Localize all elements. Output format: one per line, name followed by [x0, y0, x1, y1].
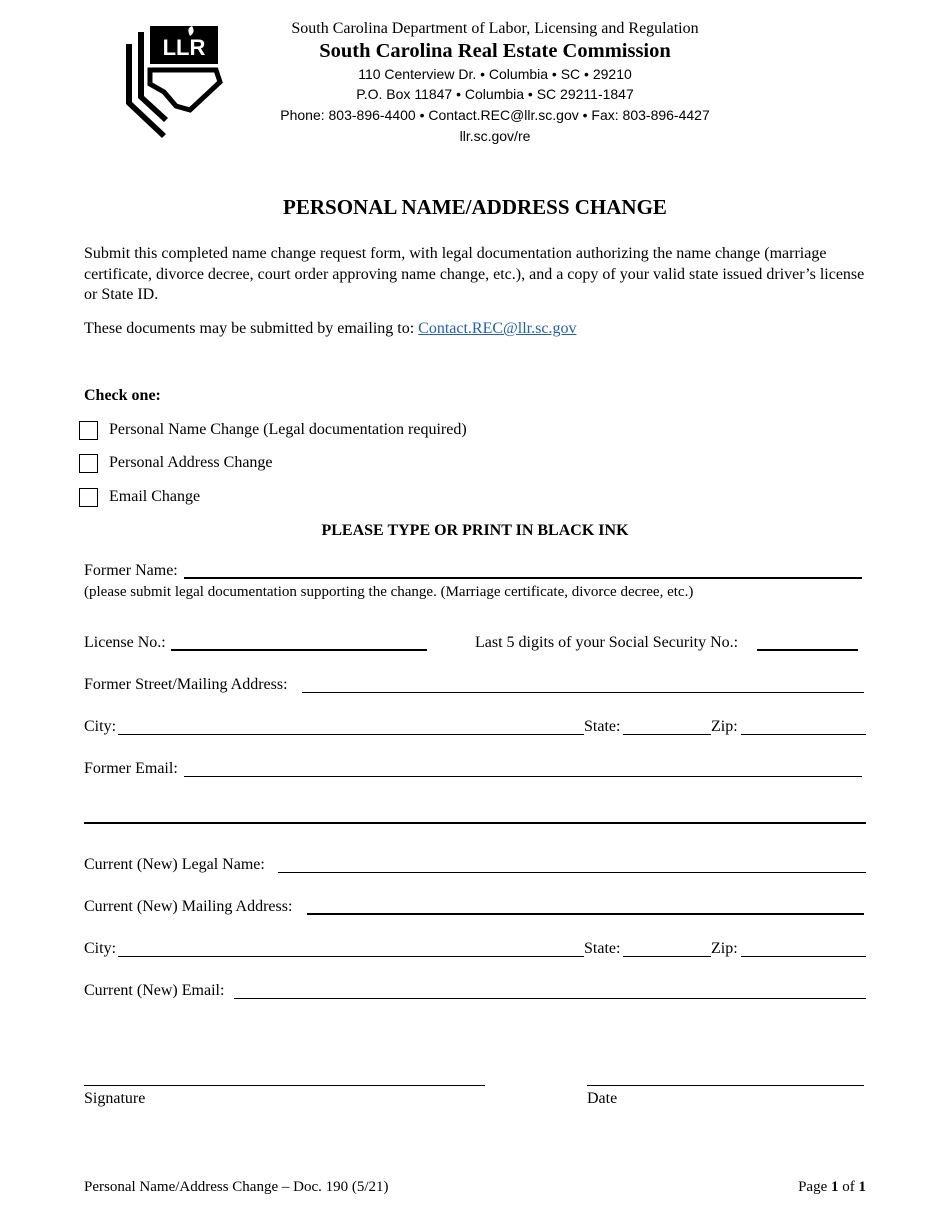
option-email-change: [79, 485, 200, 509]
option-name-change: [79, 418, 467, 442]
form-title: PERSONAL NAME/ADDRESS CHANGE: [283, 195, 667, 219]
page-total: 1: [858, 1179, 866, 1195]
former-state-field[interactable]: [623, 734, 711, 735]
former-city-label: City:: [84, 718, 117, 735]
former-state-label: State:: [584, 718, 621, 735]
footer-doc-label: Personal Name/Address Change – Doc. 190 (5/21): [84, 1179, 389, 1195]
submit-instructions: [84, 319, 874, 340]
email-change-checkbox[interactable]: [79, 488, 98, 507]
submit-text: These documents may be submitted by emailing to:: [84, 320, 419, 337]
signature-label: Signature: [84, 1090, 146, 1107]
current-zip-label: Zip:: [711, 940, 738, 957]
svg-text:LLR: LLR: [162, 35, 206, 60]
current-state-label: State:: [584, 940, 621, 957]
former-zip-label: Zip:: [711, 718, 738, 735]
current-email-label: Current (New) Email:: [84, 982, 225, 999]
current-address-field[interactable]: [307, 913, 864, 915]
former-name-field[interactable]: [184, 577, 862, 579]
ssn-field[interactable]: [757, 649, 858, 651]
page-number: [798, 1179, 866, 1196]
license-label: License No.:: [84, 634, 166, 651]
llr-logo: [120, 24, 224, 140]
website: llr.sc.gov/re: [459, 128, 531, 144]
date-field[interactable]: [587, 1085, 864, 1086]
name-change-checkbox[interactable]: [79, 421, 98, 440]
former-name-note: (please submit legal documentation supporting the change. (Marriage certificate, divorce decree, etc.): [84, 584, 694, 600]
street-address: 110 Centerview Dr. • Columbia • SC • 29210: [358, 66, 632, 82]
former-zip-field[interactable]: [741, 734, 866, 735]
current-name-field[interactable]: [278, 872, 866, 873]
contact-email-link[interactable]: Contact.REC@llr.sc.gov: [418, 320, 577, 337]
commission-name: South Carolina Real Estate Commission: [319, 40, 671, 62]
address-change-label: Personal Address Change: [109, 454, 273, 471]
license-field[interactable]: [171, 649, 427, 651]
signature-field[interactable]: [84, 1085, 485, 1086]
former-email-field[interactable]: [184, 776, 862, 777]
ink-instruction: PLEASE TYPE OR PRINT IN BLACK INK: [321, 522, 629, 539]
email-change-label: Email Change: [109, 488, 201, 505]
intro-paragraph: Submit this completed name change request form, with legal documentation authorizing the name change (marriage certificate, divorce decree, court order approving name change, etc.), and a copy of your valid state issued driver’s license or State ID.: [84, 245, 865, 303]
current-email-field[interactable]: [234, 998, 866, 999]
department-name: South Carolina Department of Labor, Licensing and Regulation: [291, 20, 699, 37]
current-city-label: City:: [84, 940, 117, 957]
current-name-label: Current (New) Legal Name:: [84, 856, 265, 873]
page-word: Page: [798, 1179, 828, 1195]
po-box-address: P.O. Box 11847 • Columbia • SC 29211-1847: [356, 86, 634, 102]
page-current: 1: [831, 1179, 839, 1195]
current-address-label: Current (New) Mailing Address:: [84, 898, 293, 915]
former-name-label: Former Name:: [84, 562, 178, 579]
former-email-label: Former Email:: [84, 760, 178, 777]
address-change-checkbox[interactable]: [79, 454, 98, 473]
name-change-label: Personal Name Change (Legal documentation required): [109, 421, 467, 438]
current-zip-field[interactable]: [741, 956, 866, 957]
date-label: Date: [587, 1090, 618, 1107]
former-address-field[interactable]: [302, 692, 864, 693]
check-one-heading: Check one:: [84, 387, 161, 404]
ssn-label: Last 5 digits of your Social Security No.:: [475, 634, 739, 651]
former-address-label: Former Street/Mailing Address:: [84, 676, 288, 693]
section-divider: [84, 822, 866, 824]
current-city-field[interactable]: [118, 956, 584, 957]
former-city-field[interactable]: [118, 734, 584, 735]
contact-info: Phone: 803-896-4400 • Contact.REC@llr.sc.gov • Fax: 803-896-4427: [280, 107, 710, 123]
current-state-field[interactable]: [623, 956, 711, 957]
page-of: of: [842, 1179, 855, 1195]
option-address-change: [79, 451, 273, 475]
